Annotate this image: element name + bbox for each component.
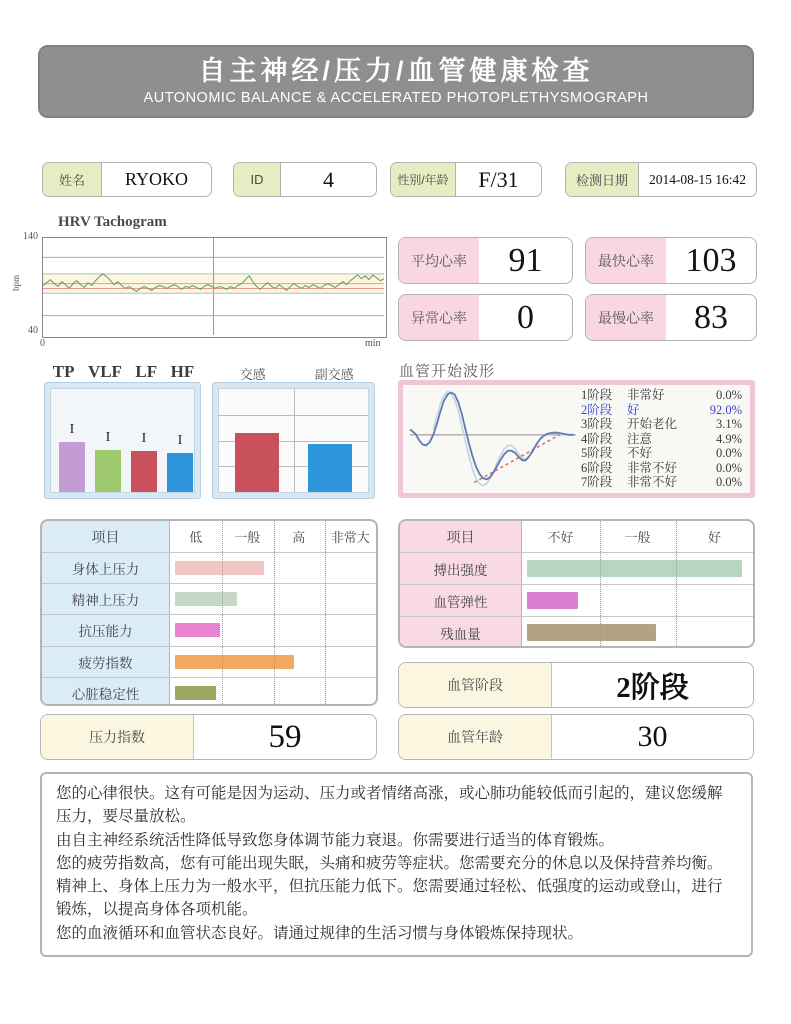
apg-waveform xyxy=(403,385,581,491)
tachogram-x-end-label: min xyxy=(365,338,381,349)
advice-text-box xyxy=(40,772,753,957)
apg-stage-pct: 0.0% xyxy=(715,446,742,461)
apg-stage-name: 4阶段 xyxy=(581,431,613,446)
apg-stage-row xyxy=(581,475,742,490)
column-separator xyxy=(600,521,601,646)
apg-stage-grade: 非常不好 xyxy=(627,475,678,490)
rating-bar xyxy=(527,592,578,609)
tachogram-chart xyxy=(42,237,387,338)
rating-column-label: 不好 xyxy=(547,530,574,545)
test-date-label: 检测日期 xyxy=(566,163,639,196)
apg-stage-row xyxy=(581,417,742,432)
rating-row xyxy=(400,616,753,648)
apg-stage-row xyxy=(581,403,742,418)
column-separator xyxy=(325,521,326,704)
rating-row-label: 搏出强度 xyxy=(400,553,522,584)
freq-error-bar-tp: I xyxy=(69,421,75,437)
rating-row-label: 抗压能力 xyxy=(42,615,170,645)
rating-row-label: 疲劳指数 xyxy=(42,647,170,677)
vascular-stage-box xyxy=(398,662,754,708)
apg-panel xyxy=(398,380,755,498)
rating-row-region xyxy=(522,553,753,584)
apg-stage-pct: 0.0% xyxy=(715,460,742,475)
stress-index-label: 压力指数 xyxy=(41,715,194,759)
apg-stage-pct: 0.0% xyxy=(715,475,742,490)
vascular-stage-value: 2阶段 xyxy=(616,671,689,704)
freq-chart-frame xyxy=(44,382,201,499)
rating-column-label: 低 xyxy=(189,530,203,545)
rating-bar xyxy=(175,592,237,606)
tachogram-plot xyxy=(43,238,384,335)
rating-header-item: 项目 xyxy=(42,521,170,552)
patient-sex-age-label: 性别/年龄 xyxy=(391,163,456,196)
freq-error-bar-lf: I xyxy=(141,430,147,446)
apg-stage-grade: 非常好 xyxy=(627,387,665,402)
apg-stage-pct: 0.0% xyxy=(715,387,742,402)
rating-column-label: 一般 xyxy=(624,530,651,545)
apg-title: 血管开始波形 xyxy=(399,363,496,380)
avg-heart-rate-box xyxy=(398,237,573,284)
balance-chart-labels xyxy=(212,364,375,383)
patient-name-label: 姓名 xyxy=(43,163,102,196)
abnormal-heart-rate-box xyxy=(398,294,573,341)
apg-stage-row xyxy=(581,388,742,403)
apg-stage-row xyxy=(581,432,742,447)
patient-name-value: RYOKO xyxy=(124,169,188,189)
rating-row xyxy=(400,584,753,616)
rating-bar xyxy=(527,624,656,641)
apg-stage-pct: 3.1% xyxy=(715,417,742,432)
rating-header-item: 项目 xyxy=(400,521,522,552)
tachogram-x-start-label: 0 xyxy=(40,338,45,349)
apg-stage-grade: 注意 xyxy=(627,431,653,446)
abnormal-heart-rate-label: 异常心率 xyxy=(399,295,479,340)
rating-table-header xyxy=(42,521,376,552)
rating-row xyxy=(42,583,376,614)
balance-chart-frame xyxy=(212,382,375,499)
freq-chart xyxy=(50,388,195,493)
min-heart-rate-box xyxy=(585,294,757,341)
stress-index-box xyxy=(40,714,377,760)
max-heart-rate-label: 最快心率 xyxy=(586,238,666,283)
freq-label-hf: HF xyxy=(170,362,195,381)
report-title-zh: 自主神经/压力/血管健康检查 xyxy=(198,56,594,87)
rating-bar xyxy=(175,561,264,575)
vascular-stage-label: 血管阶段 xyxy=(399,663,552,707)
balance-bar-0 xyxy=(235,433,278,492)
freq-bar-vlf xyxy=(95,450,121,492)
freq-error-bar-hf: I xyxy=(177,432,183,448)
apg-stage-name: 3阶段 xyxy=(581,417,613,432)
apg-stage-pct: 4.9% xyxy=(715,431,742,446)
freq-bar-tp xyxy=(59,442,85,492)
balance-bar-1 xyxy=(308,444,351,492)
advice-line: 您的心律很快。这有可能是因为运动、压力或者情绪高涨，或心肺功能较低而引起的，建议您缓解压力，要尽量放松。 xyxy=(56,785,723,826)
advice-line: 您的疲劳指数高，您有可能出现失眠，头痛和疲劳等症状。您需要充分的休息以及保持营养均衡。 xyxy=(56,854,723,872)
freq-chart-labels xyxy=(46,362,201,382)
rating-row-label: 精神上压力 xyxy=(42,584,170,614)
avg-heart-rate-value: 91 xyxy=(508,241,543,279)
vascular-age-label: 血管年龄 xyxy=(399,715,552,759)
freq-label-tp: TP xyxy=(52,362,75,381)
patient-name-box xyxy=(42,162,212,197)
rating-bar xyxy=(175,623,220,637)
rating-column-label: 好 xyxy=(707,530,721,545)
freq-error-bar-vlf: I xyxy=(105,429,111,445)
balance-label: 副交感 xyxy=(314,367,354,382)
patient-id-value: 4 xyxy=(323,166,334,192)
vascular-age-value: 30 xyxy=(637,720,668,753)
tachogram-ymin-label: 40 xyxy=(28,325,38,336)
report-title-en: AUTONOMIC BALANCE & ACCELERATED PHOTOPLETHYSMOGRAPH xyxy=(143,89,649,106)
apg-stage-name: 5阶段 xyxy=(581,446,613,461)
rating-row-label: 心脏稳定性 xyxy=(42,678,170,706)
test-date-box xyxy=(565,162,757,197)
rating-bar xyxy=(527,560,742,577)
column-separator xyxy=(274,521,275,704)
rating-row-label: 身体上压力 xyxy=(42,553,170,583)
test-date-value: 2014-08-15 16:42 xyxy=(648,171,747,187)
rating-row xyxy=(400,552,753,584)
apg-stage-pct: 92.0% xyxy=(709,402,742,417)
min-heart-rate-value: 83 xyxy=(694,298,728,336)
rating-row-label: 残血量 xyxy=(400,617,522,648)
patient-id-label: ID xyxy=(234,163,281,196)
advice-line: 由自主神经系统活性降低导致您身体调节能力衰退。你需要进行适当的体育锻炼。 xyxy=(56,831,615,849)
rating-row xyxy=(42,646,376,677)
freq-label-vlf: VLF xyxy=(87,362,122,381)
rating-column-label: 非常大 xyxy=(330,530,370,545)
apg-stage-name: 7阶段 xyxy=(581,475,613,490)
balance-center-divider xyxy=(294,389,295,492)
rating-column-label: 一般 xyxy=(234,530,261,545)
apg-stage-row xyxy=(581,446,742,461)
tachogram-title: HRV Tachogram xyxy=(58,214,167,230)
apg-stage-name: 2阶段 xyxy=(581,402,613,417)
column-separator xyxy=(222,521,223,704)
tachogram-yunit-label: bpm xyxy=(11,274,22,292)
column-separator xyxy=(676,521,677,646)
rating-row xyxy=(42,614,376,645)
rating-column-label: 高 xyxy=(292,530,306,545)
rating-row-region xyxy=(522,617,753,648)
apg-stage-grade: 开始老化 xyxy=(627,417,678,432)
patient-sex-age-value: F/31 xyxy=(478,166,519,192)
advice-line: 您的血液循环和血管状态良好。请通过规律的生活习惯与身体锻炼保持现状。 xyxy=(56,924,584,942)
apg-stage-grade: 不好 xyxy=(627,446,653,461)
apg-stage-name: 6阶段 xyxy=(581,460,613,475)
freq-bar-lf xyxy=(131,451,157,492)
rating-row-label: 血管弹性 xyxy=(400,585,522,616)
patient-sex-age-box xyxy=(390,162,542,197)
freq-bar-hf xyxy=(167,453,193,492)
tachogram-ymax-label: 140 xyxy=(23,231,38,242)
advice-line: 精神上、身体上压力为一般水平，但抗压能力低下。您需要通过轻松、低强度的运动或登山，进行锻炼，以提高身体各项机能。 xyxy=(56,878,723,919)
apg-stage-table xyxy=(581,385,750,493)
vascular-rating-table xyxy=(398,519,755,648)
apg-stage-grade: 好 xyxy=(627,402,640,417)
max-heart-rate-value: 103 xyxy=(685,241,737,279)
max-heart-rate-box xyxy=(585,237,757,284)
rating-bar xyxy=(175,655,294,669)
rating-row-region xyxy=(522,585,753,616)
rating-header-columns xyxy=(522,521,753,552)
apg-stage-row xyxy=(581,461,742,476)
balance-label: 交感 xyxy=(239,367,266,382)
freq-label-lf: LF xyxy=(135,362,158,381)
rating-row xyxy=(42,552,376,583)
rating-row xyxy=(42,677,376,706)
rating-table-header xyxy=(400,521,753,552)
avg-heart-rate-label: 平均心率 xyxy=(399,238,479,283)
report-header xyxy=(38,45,754,118)
apg-stage-name: 1阶段 xyxy=(581,387,613,402)
rating-bar xyxy=(175,686,216,700)
patient-id-box xyxy=(233,162,377,197)
balance-chart xyxy=(218,388,369,493)
abnormal-heart-rate-value: 0 xyxy=(517,298,534,336)
stress-index-value: 59 xyxy=(268,718,302,755)
apg-stage-grade: 非常不好 xyxy=(627,460,678,475)
vascular-age-box xyxy=(398,714,754,760)
stress-rating-table xyxy=(40,519,378,706)
min-heart-rate-label: 最慢心率 xyxy=(586,295,666,340)
